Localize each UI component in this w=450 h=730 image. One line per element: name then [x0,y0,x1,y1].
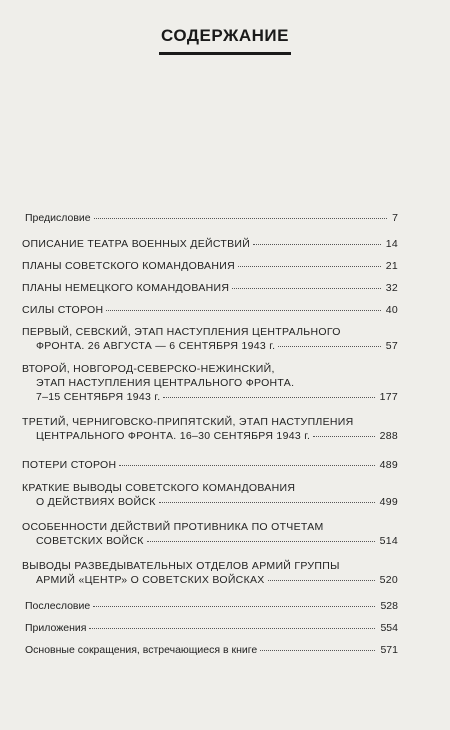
toc-entry-row [22,259,398,273]
dot-leader [94,217,388,219]
toc-entry-title-line: ВЫВОДЫ РАЗВЕДЫВАТЕЛЬНЫХ ОТДЕЛОВ АРМИЙ ГРУППЫ [22,560,340,572]
toc-entry-title-line: ОПИСАНИЕ ТЕАТРА ВОЕННЫХ ДЕЙСТВИЙ [22,238,251,250]
toc-entry-row [22,281,398,295]
toc-entry-title-line: ВТОРОЙ, НОВГОРОД-СЕВЕРСКО-НЕЖИНСКИЙ, [22,363,275,375]
toc-entry-row [22,495,398,509]
toc-entry-title-line: Основные сокращения, встречающиеся в книге [25,644,258,656]
toc-entry-row [25,621,398,635]
toc-entry-title-line: Послесловие [25,600,91,612]
toc-entry-title-line: СОВЕТСКИХ ВОЙСК [36,535,144,547]
toc-page-number: 32 [385,282,398,294]
toc-page-number: 520 [379,574,398,586]
toc-entry-title-line: О ДЕЙСТВИЯХ ВОЙСК [36,496,156,508]
toc-entry [22,325,398,353]
toc-entry [22,281,398,295]
toc-page-number: 499 [379,496,398,508]
toc-entry [22,458,398,472]
dot-leader [147,540,375,542]
toc-page-number: 177 [379,391,398,403]
toc-page-number: 14 [385,238,398,250]
dot-leader [159,501,375,503]
toc-entry [22,259,398,273]
toc-entry-row [22,534,398,548]
toc-entry [22,415,398,443]
dot-leader [268,579,375,581]
toc-page-number: 528 [380,600,398,612]
toc-entry-row [22,303,398,317]
dot-leader [93,605,375,607]
toc-page-number: 489 [379,459,398,471]
toc-entry-title-line: ПЛАНЫ СОВЕТСКОГО КОМАНДОВАНИЯ [22,260,235,272]
dot-leader [253,243,381,245]
dot-leader [278,345,380,347]
toc-entry [22,303,398,317]
toc-entry-title-line: ЭТАП НАСТУПЛЕНИЯ ЦЕНТРАЛЬНОГО ФРОНТА. [36,377,295,389]
dot-leader [119,464,374,466]
toc-entry-title-line: 7–15 СЕНТЯБРЯ 1943 г. [36,391,161,403]
toc-entry [22,362,398,404]
toc-entry-title-line: Предисловие [25,212,91,224]
toc-entry-title-line: ПОТЕРИ СТОРОН [22,459,117,471]
toc-entry-row [25,211,398,225]
dot-leader [260,649,375,651]
toc-page-number: 7 [392,212,398,224]
toc-page-number: 514 [379,535,398,547]
toc-entry [22,559,398,587]
toc-entry [25,621,398,635]
dot-leader [238,265,381,267]
toc-entry-row [22,390,398,404]
toc-entry-row [22,458,398,472]
page-title [0,26,450,55]
toc-entry-row [22,237,398,251]
toc-entry-title-line: ПЕРВЫЙ, СЕВСКИЙ, ЭТАП НАСТУПЛЕНИЯ ЦЕНТРАЛЬНОГО [22,326,341,338]
dot-leader [163,396,374,398]
toc-page-number: 57 [385,340,398,352]
toc-entry-row [22,429,398,443]
toc-page-number: 40 [385,304,398,316]
toc-entry-title-line: ЦЕНТРАЛЬНОГО ФРОНТА. 16–30 СЕНТЯБРЯ 1943 г. [36,430,311,442]
dot-leader [313,435,374,437]
toc-entry [25,643,398,657]
toc-entry-title-line: СИЛЫ СТОРОН [22,304,104,316]
toc-page-number: 554 [380,622,398,634]
toc-entry [25,599,398,613]
toc-entry [22,520,398,548]
toc-entry [22,481,398,509]
dot-leader [106,309,380,311]
page-title-text: СОДЕРЖАНИЕ [161,26,289,45]
title-underline [159,52,291,55]
toc-entry-row [22,573,398,587]
toc-entry-title-line: Приложения [25,622,87,634]
toc-entry-title-line: ПЛАНЫ НЕМЕЦКОГО КОМАНДОВАНИЯ [22,282,230,294]
dot-leader [232,287,380,289]
toc-entry-title-line: ТРЕТИЙ, ЧЕРНИГОВСКО-ПРИПЯТСКИЙ, ЭТАП НАСТУПЛЕНИЯ [22,416,354,428]
toc-page-number: 21 [385,260,398,272]
toc-entry-row [22,339,398,353]
toc-entry [25,211,398,225]
toc-entry [22,237,398,251]
toc-page-number: 288 [379,430,398,442]
dot-leader [89,627,375,629]
toc-entry-title-line: КРАТКИЕ ВЫВОДЫ СОВЕТСКОГО КОМАНДОВАНИЯ [22,482,296,494]
toc-page-number: 571 [380,644,398,656]
toc-entry-title-line: АРМИЙ «ЦЕНТР» О СОВЕТСКИХ ВОЙСКАХ [36,574,265,586]
toc-entry-row [25,599,398,613]
toc-entry-title-line: ФРОНТА. 26 АВГУСТА — 6 СЕНТЯБРЯ 1943 г. [36,340,276,352]
toc-entry-title-line: ОСОБЕННОСТИ ДЕЙСТВИЙ ПРОТИВНИКА ПО ОТЧЕТАМ [22,521,324,533]
toc-entry-row [25,643,398,657]
